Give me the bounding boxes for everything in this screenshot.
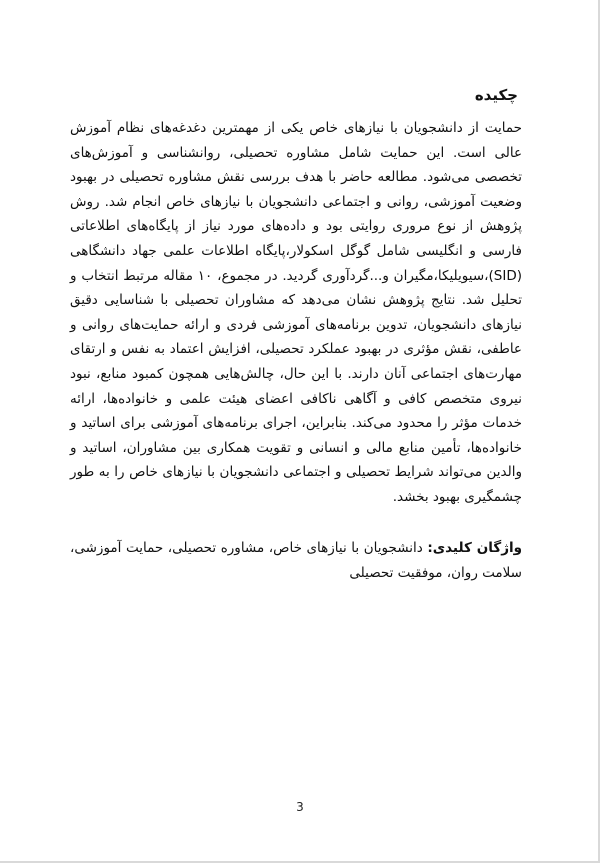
page-number: 3 [296,800,304,814]
keywords-text: دانشجویان با نیازهای خاص، مشاوره تحصیلی، حمایت آموزشی، سلامت روان، موفقیت تحصیلی [70,540,522,581]
abstract-heading: چکیده [474,86,518,104]
keywords-label: واژگان کلیدی: [427,540,523,556]
abstract-paragraph: حمایت از دانشجویان با نیازهای خاص یکی از مهمترین دغدغه‌های نظام آموزش عالی است. این حمایت شامل مشاوره تحصیلی، روانشناسی و آموزش‌های تخصصی می‌شود. مطالعه حاضر با هدف بررسی نقش مشاوره تحصیلی در بهبود وضعیت آموزشی، روانی و اجتماعی دانشجویان با نیازهای خاص انجام شد. روش پژوهش از نوع مروری روایتی بود و داده‌های مورد نیاز از پایگاه‌های اطلاعاتی فارسی و انگلیسی شامل گوگل اسکولار،پایگاه اطلاعات علمی جهاد دانشگاهی (SID)،سیویلیکا،مگیران و...گردآوری گردید. در مجموع، ۱۰ مقاله مرتبط انتخاب و تحلیل شد. نتایج پژوهش نشان می‌دهد که مشاوران تحصیلی با شناسایی دقیق نیازهای دانشجویان، تدوین برنامه‌های آموزشی فردی و ارائه حمایت‌های روانی و عاطفی، نقش مؤثری در بهبود عملکرد تحصیلی، افزایش اعتماد به نفس و ارتقای مهارت‌های اجتماعی آنان دارند. با این حال، چالش‌هایی همچون کمبود منابع، نبود نیروی متخصص کافی و آگاهی ناکافی اعضای هیئت علمی و خانواده‌ها، ارائه خدمات مؤثر را محدود می‌کند. بنابراین، اجرای برنامه‌های آموزشی برای اساتید و خانواده‌ها، تأمین منابع مالی و انسانی و تقویت همکاری بین مشاوران، اساتید و والدین می‌تواند شرایط تحصیلی و اجتماعی دانشجویان با نیازهای خاص را به طور چشمگیری بهبود بخشد. [70,120,523,505]
keywords-paragraph [70,536,522,585]
